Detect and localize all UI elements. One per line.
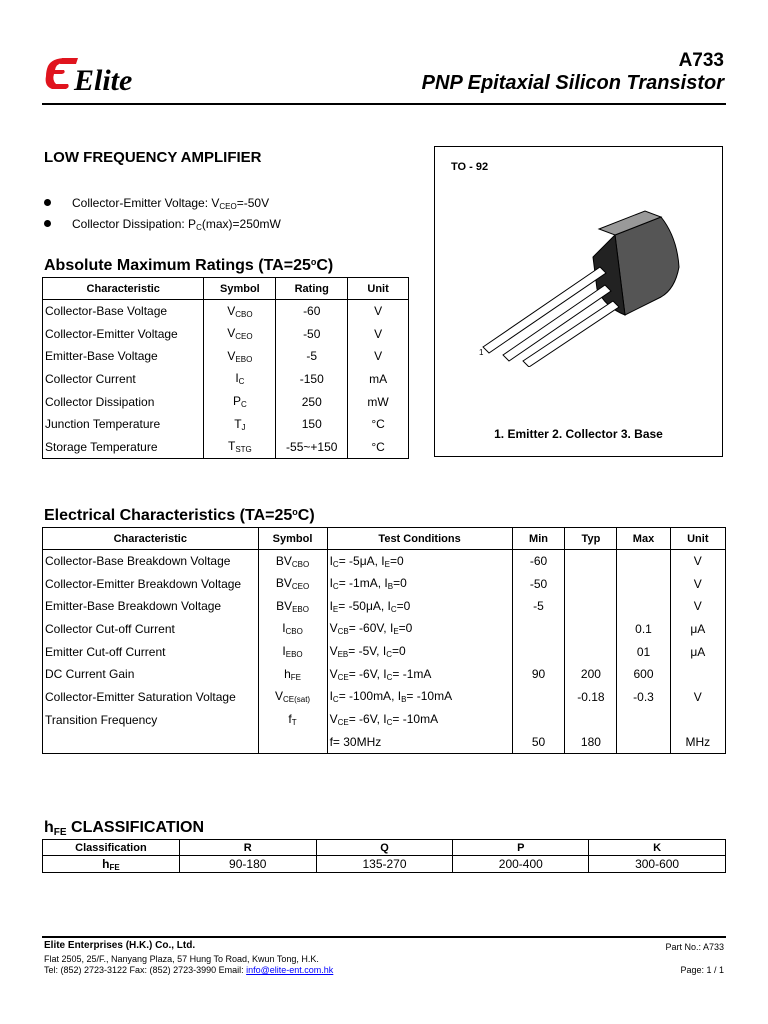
symbol-cell: $V_{CEO}$	[204, 322, 276, 345]
unit-cell: °C	[348, 413, 409, 436]
table-row	[43, 640, 726, 663]
part-number: A733	[678, 50, 724, 71]
table-row	[43, 856, 726, 873]
symbol-cell: $P_C$	[204, 390, 276, 413]
abs-max-heading: Absolute Maximum Ratings $(TA=25^oC)$	[44, 257, 334, 274]
rating-cell: -55~+150	[276, 436, 348, 459]
rating-cell: -5	[276, 345, 348, 368]
test-condition-cell: $V_{CB}= -60V$, $I_E=0$	[327, 618, 512, 641]
typ-cell	[565, 708, 617, 731]
max-cell	[617, 572, 670, 595]
max-cell	[617, 708, 670, 731]
test-condition-cell: $I_E= -50\mu A$, $I_C=0$	[327, 595, 512, 618]
characteristic-cell: Transition Frequency	[43, 708, 259, 731]
max-cell	[617, 595, 670, 618]
typ-cell	[565, 640, 617, 663]
table-cell: 300-600	[589, 856, 726, 873]
symbol-cell: $BV_{CBO}$	[258, 550, 327, 573]
characteristic-cell: Junction Temperature	[43, 413, 204, 436]
table-cell: 135-270	[316, 856, 453, 873]
table-row	[43, 572, 726, 595]
max-cell: -0.3	[617, 686, 670, 709]
col-header: Unit	[670, 528, 725, 550]
characteristic-cell: Emitter-Base Voltage	[43, 345, 204, 368]
table-row	[43, 618, 726, 641]
min-cell: 90	[512, 663, 565, 686]
page-number: Page: 1 / 1	[680, 965, 724, 975]
symbol-cell: $f_T$	[258, 708, 327, 731]
symbol-cell: $V_{CE(sat)}$	[258, 686, 327, 709]
to92-package-drawing	[465, 197, 705, 367]
table-row	[43, 550, 726, 573]
min-cell	[512, 708, 565, 731]
characteristic-cell: Collector-Base Breakdown Voltage	[43, 550, 259, 573]
contact-line: Tel: (852) 2723-3122 Fax: (852) 2723-3990 Email: info@elite-ent.com.hk	[44, 965, 334, 975]
document-subtitle: PNP Epitaxial Silicon Transistor	[421, 72, 724, 94]
rating-cell: 250	[276, 390, 348, 413]
min-cell	[512, 618, 565, 641]
characteristic-cell: Emitter-Base Breakdown Voltage	[43, 595, 259, 618]
symbol-cell: $I_{CBO}$	[258, 618, 327, 641]
abs-max-table	[42, 277, 409, 459]
symbol-cell: $I_{EBO}$	[258, 640, 327, 663]
typ-cell	[565, 618, 617, 641]
logo-text: Elite	[74, 64, 133, 97]
typ-cell: -0.18	[565, 686, 617, 709]
table-row	[43, 300, 409, 323]
characteristic-cell: Collector-Emitter Breakdown Voltage	[43, 572, 259, 595]
unit-cell: V	[348, 345, 409, 368]
company-address: Flat 2505, 25/F., Nanyang Plaza, 57 Hung To Road, Kwun Tong, H.K.	[44, 954, 319, 964]
max-cell: 600	[617, 663, 670, 686]
col-header: K	[589, 840, 726, 856]
table-row	[43, 708, 726, 731]
symbol-cell: $BV_{CEO}$	[258, 572, 327, 595]
min-cell	[512, 686, 565, 709]
table-row	[43, 322, 409, 345]
symbol-cell: $T_J$	[204, 413, 276, 436]
col-header: Q	[316, 840, 453, 856]
col-header: Test Conditions	[327, 528, 512, 550]
characteristic-cell: Collector Dissipation	[43, 390, 204, 413]
typ-cell: 200	[565, 663, 617, 686]
unit-cell: V	[670, 572, 725, 595]
rating-cell: -50	[276, 322, 348, 345]
characteristic-cell: Collector Cut-off Current	[43, 618, 259, 641]
table-cell: 90-180	[179, 856, 316, 873]
min-cell: -5	[512, 595, 565, 618]
table-row	[43, 686, 726, 709]
package-box	[434, 146, 723, 457]
unit-cell: mW	[348, 390, 409, 413]
table-row	[43, 663, 726, 686]
feature-item: Collector-Emitter Voltage: $V_{CEO}=-50V$	[44, 196, 281, 217]
typ-cell: 180	[565, 731, 617, 754]
table-row	[43, 731, 726, 754]
unit-cell: mA	[348, 368, 409, 391]
col-header: Rating	[276, 278, 348, 300]
test-condition-cell: $V_{CE}= -6V$, $I_C= -1mA$	[327, 663, 512, 686]
col-header: Typ	[565, 528, 617, 550]
test-condition-cell: $V_{EB}= -5V$, $I_C=0$	[327, 640, 512, 663]
unit-cell: °C	[348, 436, 409, 459]
symbol-cell: $T_{STG}$	[204, 436, 276, 459]
col-header: P	[453, 840, 589, 856]
unit-cell: μA	[670, 618, 725, 641]
unit-cell	[670, 663, 725, 686]
symbol-cell	[258, 731, 327, 754]
symbol-cell: $V_{CBO}$	[204, 300, 276, 323]
table-row	[43, 390, 409, 413]
table-row	[43, 413, 409, 436]
col-header: Max	[617, 528, 670, 550]
typ-cell	[565, 595, 617, 618]
test-condition-cell: $I_C= -100mA$, $I_B= -10mA$	[327, 686, 512, 709]
test-condition-cell: $V_{CE}= -6V$, $I_C= -10mA$	[327, 708, 512, 731]
unit-cell: V	[670, 550, 725, 573]
rating-cell: -150	[276, 368, 348, 391]
elec-table	[42, 527, 726, 754]
min-cell	[512, 640, 565, 663]
symbol-cell: $V_{EBO}$	[204, 345, 276, 368]
col-header: Unit	[348, 278, 409, 300]
characteristic-cell: DC Current Gain	[43, 663, 259, 686]
package-name: TO - 92	[451, 161, 489, 173]
characteristic-cell: Collector-Base Voltage	[43, 300, 204, 323]
typ-cell	[565, 550, 617, 573]
characteristic-cell: Collector Current	[43, 368, 204, 391]
typ-cell	[565, 572, 617, 595]
feature-list	[44, 196, 281, 238]
characteristic-cell	[43, 731, 259, 754]
elite-logo	[42, 52, 152, 102]
unit-cell: MHz	[670, 731, 725, 754]
max-cell	[617, 550, 670, 573]
company-name: Elite Enterprises (H.K.) Co., Ltd.	[44, 940, 196, 951]
row-label: $h_{FE}$	[43, 856, 180, 873]
email-link[interactable]: info@elite-ent.com.hk	[246, 965, 334, 975]
table-cell: 200-400	[453, 856, 589, 873]
max-cell	[617, 731, 670, 754]
symbol-cell: $I_C$	[204, 368, 276, 391]
unit-cell: μA	[670, 640, 725, 663]
hfe-table	[42, 839, 726, 873]
col-header: Symbol	[258, 528, 327, 550]
characteristic-cell: Collector-Emitter Voltage	[43, 322, 204, 345]
symbol-cell: $BV_{EBO}$	[258, 595, 327, 618]
rating-cell: -60	[276, 300, 348, 323]
footer-part-number: Part No.: A733	[665, 942, 724, 952]
elec-heading: Electrical Characteristics $(TA=25^oC)$	[44, 507, 315, 524]
max-cell: 0.1	[617, 618, 670, 641]
characteristic-cell: Storage Temperature	[43, 436, 204, 459]
header-rule	[42, 103, 726, 105]
pin-one-label: 1	[479, 348, 484, 357]
unit-cell: V	[670, 686, 725, 709]
characteristic-cell: Emitter Cut-off Current	[43, 640, 259, 663]
test-condition-cell: $I_C= -1mA$, $I_B=0$	[327, 572, 512, 595]
hfe-heading: $h_{FE}$ CLASSIFICATION	[44, 819, 205, 838]
unit-cell: V	[348, 322, 409, 345]
unit-cell: V	[348, 300, 409, 323]
table-row	[43, 436, 409, 459]
unit-cell	[670, 708, 725, 731]
col-header: Characteristic	[43, 528, 259, 550]
table-row	[43, 368, 409, 391]
symbol-cell: $h_{FE}$	[258, 663, 327, 686]
col-header: R	[179, 840, 316, 856]
col-header: Min	[512, 528, 565, 550]
col-header: Symbol	[204, 278, 276, 300]
test-condition-cell: f= 30MHz	[327, 731, 512, 754]
col-header: Classification	[43, 840, 180, 856]
characteristic-cell: Collector-Emitter Saturation Voltage	[43, 686, 259, 709]
min-cell: -50	[512, 572, 565, 595]
test-condition-cell: $I_C= -5\mu A$, $I_E=0$	[327, 550, 512, 573]
footer-rule	[42, 936, 726, 938]
min-cell: 50	[512, 731, 565, 754]
col-header: Characteristic	[43, 278, 204, 300]
application-title: LOW FREQUENCY AMPLIFIER	[44, 149, 262, 166]
pin-assignment: 1. Emitter 2. Collector 3. Base	[494, 427, 663, 441]
feature-item: Collector Dissipation: $P_C(\max)=250mW$	[44, 217, 281, 238]
table-row	[43, 345, 409, 368]
unit-cell: V	[670, 595, 725, 618]
min-cell: -60	[512, 550, 565, 573]
table-row	[43, 595, 726, 618]
rating-cell: 150	[276, 413, 348, 436]
max-cell: 01	[617, 640, 670, 663]
